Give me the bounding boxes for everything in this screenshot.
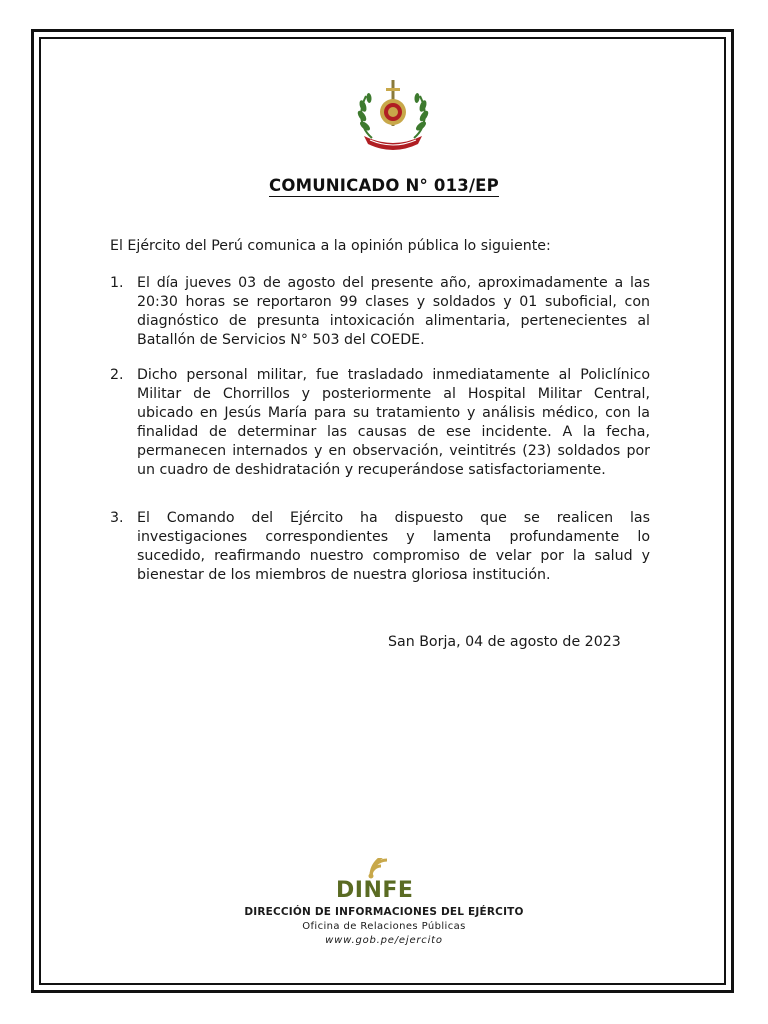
list-item <box>110 274 650 350</box>
footer-office: Oficina de Relaciones Públicas <box>302 921 466 932</box>
footer-website: www.gob.pe/ejercito <box>325 935 443 946</box>
date-line: San Borja, 04 de agosto de 2023 <box>388 634 621 650</box>
list-item-number: 1. <box>110 275 124 291</box>
list-item <box>110 366 650 480</box>
footer-org-name: DIRECCIÓN DE INFORMACIONES DEL EJÉRCITO <box>244 906 524 918</box>
list-item-number: 3. <box>110 510 124 526</box>
army-crest-icon <box>352 76 434 156</box>
list-item-number: 2. <box>110 367 124 383</box>
dinfe-logo-text: DINFE <box>336 878 414 903</box>
list-item-text: El día jueves 03 de agosto del presente año, aproximadamente a las 20:30 horas se reportaron 99 clases y soldados y 01 suboficial, con diagnóstico de presunta intoxicación alimentaria, pertenecientes al Batallón de Servicios N° 503 del COEDE. <box>137 275 650 348</box>
document-title: COMUNICADO N° 013/EP <box>269 176 499 195</box>
list-item-text: El Comando del Ejército ha dispuesto que se realicen las investigaciones correspondientes y lamenta profundamente lo sucedido, reafirmando nuestro compromiso de velar por la salud y bienestar de los miembros de nuestra gloriosa institución. <box>137 510 650 583</box>
intro-paragraph: El Ejército del Perú comunica a la opinión pública lo siguiente: <box>110 238 551 254</box>
list-item <box>110 509 650 585</box>
list-item-text: Dicho personal militar, fue trasladado inmediatamente al Policlínico Militar de Chorrillos y posteriormente al Hospital Militar Central, ubicado en Jesús María para su tratamiento y análisis médico, con la finalidad de determinar las causas de ese incidente. A la fecha, permanecen internados y en observación, veintitrés (23) soldados por un cuadro de deshidratación y recuperándose satisfactoriamente. <box>137 367 650 478</box>
